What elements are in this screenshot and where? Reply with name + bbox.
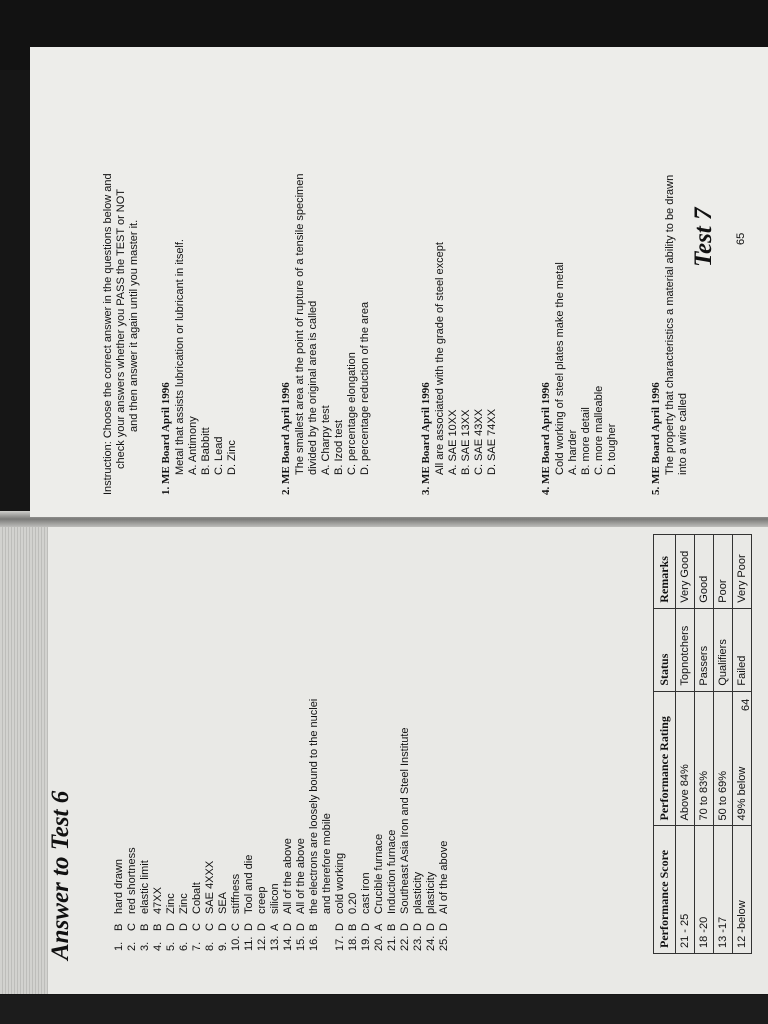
table-cell: Good <box>695 535 714 609</box>
table-cell: 18 -20 <box>695 826 714 954</box>
answer-option: C. SAE 43XX <box>473 408 485 475</box>
answer-option: D. Zinc <box>226 440 238 475</box>
answer-letter: D <box>412 923 424 931</box>
answer-text: cold working <box>334 852 346 914</box>
answer-text: SAE 4XXX <box>204 860 216 914</box>
answer-number: 16. <box>308 935 320 951</box>
answer-number: 11. <box>243 936 255 951</box>
question-heading: 3. ME Board April 1996 <box>420 382 432 495</box>
answer-letter: D <box>438 923 450 931</box>
answer-letter: B <box>113 923 125 931</box>
answer-option: D. percentage reduction of the area <box>359 301 371 475</box>
page-number-left: 64 <box>740 698 752 711</box>
performance-table <box>653 534 752 954</box>
answer-option: B. Izod test <box>333 419 345 475</box>
answer-option: C. Lead <box>213 436 225 475</box>
answer-text: silicon <box>269 883 281 914</box>
answer-text: red shortness <box>126 847 138 914</box>
question-heading: 1. ME Board April 1996 <box>160 382 172 495</box>
answer-text: SEA <box>217 891 229 914</box>
question-heading: 2. ME Board April 1996 <box>280 382 292 495</box>
page-number-right: 65 <box>735 232 747 245</box>
answer-letter: D <box>217 923 229 931</box>
answer-letter: C <box>126 923 138 931</box>
table-cell: Poor <box>714 535 733 609</box>
instruction-line: Instruction: Choose the correct answer in the questions below and <box>102 173 114 495</box>
answer-letter: A <box>373 923 385 931</box>
table-cell: 70 to 83% <box>695 691 714 826</box>
answer-letter: B <box>152 923 164 931</box>
answer-option: D. SAE 74XX <box>486 408 498 475</box>
instruction-line: and then answer it again until you master it. <box>128 219 140 432</box>
answer-text: creep <box>256 886 268 914</box>
answer-option: D. tougher <box>606 423 618 475</box>
answer-number: 9. <box>217 941 229 951</box>
table-body <box>676 535 752 954</box>
answer-title: Answer to Test 6 <box>47 790 74 960</box>
answer-option: A. Antimony <box>187 416 199 475</box>
answer-letter: D <box>165 923 177 931</box>
answer-letter: D <box>243 923 255 931</box>
answer-number: 2. <box>126 941 138 951</box>
answer-number: 19. <box>360 935 372 951</box>
table-cell: Qualifiers <box>714 608 733 691</box>
answer-number: 17. <box>334 935 346 951</box>
answer-number: 22. <box>399 935 411 951</box>
table-row <box>676 535 695 954</box>
header-remarks: Remarks <box>654 535 676 609</box>
answer-option: A. SAE 10XX <box>447 409 459 475</box>
answer-number: 20. <box>373 935 385 951</box>
answer-number: 23. <box>412 935 424 951</box>
answer-text: elastic limit <box>139 860 151 914</box>
answer-option: C. percentage elongation <box>346 352 358 475</box>
answer-text: hard drawn <box>113 858 125 914</box>
answer-number: 25. <box>438 935 450 951</box>
question-stem: into a wire called <box>677 393 689 475</box>
answer-letter: D <box>425 923 437 931</box>
question-heading: 5. ME Board April 1996 <box>650 382 662 495</box>
answer-text: cast iron <box>360 872 372 914</box>
table-cell: Topnotchers <box>676 608 695 691</box>
answer-text: Al of the above <box>438 840 450 914</box>
table-cell: Failed <box>733 608 752 691</box>
table-cell: 12 -below <box>733 826 752 954</box>
answer-text: All of the above <box>295 838 307 914</box>
question-stem: The property that characteristics a material ability to be drawn <box>664 174 676 475</box>
answer-text: Zinc <box>165 893 177 914</box>
answer-letter: C <box>204 923 216 931</box>
answer-text: Zinc <box>178 893 190 914</box>
answer-number: 24. <box>425 935 437 951</box>
answer-text: the electrons are loosely bound to the nuclei and therefore mobile <box>308 698 333 914</box>
table-header-row <box>654 535 676 954</box>
question-stem: Cold working of steel plates make the metal <box>554 262 566 475</box>
answer-number: 15. <box>295 935 307 951</box>
answer-text: 0.20 <box>347 892 359 914</box>
answer-text: All of the above <box>282 838 294 914</box>
answer-letter: D <box>334 923 346 931</box>
answer-letter: C <box>191 923 203 931</box>
answer-text: Tool and die <box>243 854 255 914</box>
answer-letter: D <box>360 923 372 931</box>
answer-number: 8. <box>204 941 216 951</box>
table-cell: 49% below <box>733 691 752 826</box>
answer-number: 21. <box>386 935 398 951</box>
header-score: Performance Score <box>654 826 676 954</box>
answer-letter: C <box>230 923 242 931</box>
question-stem: divided by the original area is called <box>307 300 319 475</box>
answer-number: 12. <box>256 935 268 951</box>
answer-number: 7. <box>191 941 203 951</box>
header-status: Status <box>654 608 676 691</box>
question-stem: All are associated with the grade of steel except <box>434 242 446 475</box>
table-cell: Very Poor <box>733 535 752 609</box>
question-heading: 4. ME Board April 1996 <box>540 382 552 495</box>
answer-letter: B <box>347 923 359 931</box>
answer-number: 3. <box>139 941 151 951</box>
answer-letter: D <box>399 923 411 931</box>
table-cell: Above 84% <box>676 691 695 826</box>
table-cell: 50 to 69% <box>714 691 733 826</box>
question-stem: The smallest area at the point of rupture of a tensile specimen <box>294 173 306 475</box>
answer-option: B. more detail <box>580 407 592 475</box>
table-row <box>714 535 733 954</box>
answer-option: A. Charpy test <box>320 405 332 475</box>
answer-option: A. harder <box>567 429 579 475</box>
answer-option: B. SAE 13XX <box>460 409 472 475</box>
answer-number: 1. <box>113 941 125 951</box>
answer-letter: D <box>178 923 190 931</box>
answer-letter: A <box>269 923 281 931</box>
header-rating: Performance Rating <box>654 691 676 826</box>
answer-letter: B <box>386 923 398 931</box>
table-cell: Passers <box>695 608 714 691</box>
answer-text: Crucible furnace <box>373 833 385 914</box>
answer-option: C. more malleable <box>593 385 605 475</box>
table-cell: 21 - 25 <box>676 826 695 954</box>
answer-number: 5. <box>165 941 177 951</box>
answer-text: Induction furnace <box>386 829 398 914</box>
answer-text: 47XX <box>152 887 164 914</box>
left-page <box>0 514 768 994</box>
answer-number: 10. <box>230 935 242 951</box>
table-cell: 13 -17 <box>714 826 733 954</box>
test-title: Test 7 <box>690 207 717 267</box>
answer-text: Cobalt <box>191 882 203 914</box>
answer-letter: D <box>295 923 307 931</box>
answer-text: Southeast Asia Iron and Steel Institute <box>399 727 411 914</box>
answer-letter: D <box>282 923 294 931</box>
answer-text: stiffness <box>230 873 242 914</box>
answer-number: 13. <box>269 935 281 951</box>
answer-letter: B <box>139 923 151 931</box>
answer-text: plasticity <box>425 871 437 914</box>
right-page <box>30 47 768 517</box>
answer-text: plasticity <box>412 871 424 914</box>
answer-number: 4. <box>152 941 164 951</box>
table-cell: Very Good <box>676 535 695 609</box>
answer-number: 14. <box>282 935 294 951</box>
instruction-line: check your answers whether you PASS the TEST or NOT <box>115 188 127 469</box>
answer-number: 6. <box>178 941 190 951</box>
question-stem: Metal that assists lubrication or lubricant in itself. <box>174 239 186 475</box>
answer-option: B. Babbitt <box>200 427 212 475</box>
table-row <box>695 535 714 954</box>
answer-letter: B <box>308 923 320 931</box>
answer-letter: D <box>256 923 268 931</box>
answer-number: 18. <box>347 935 359 951</box>
table-row <box>733 535 752 954</box>
